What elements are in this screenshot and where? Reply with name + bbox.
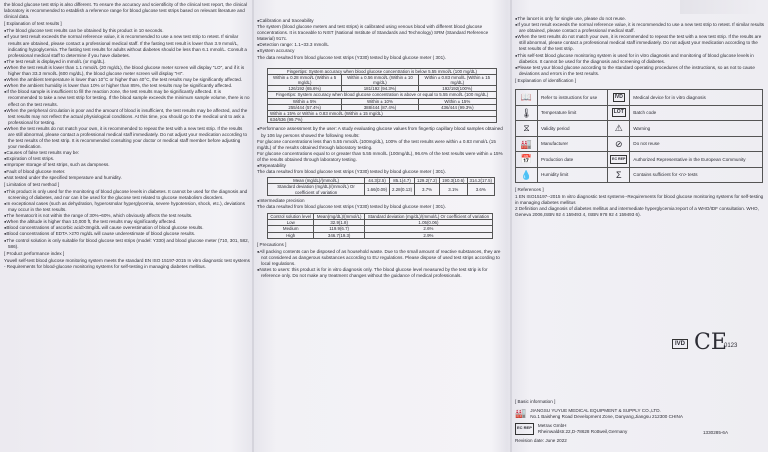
list-item: ● In exceptional cases (such as dehydration, hyperosmolar hyperglycemia, severe hypotension, shock, etc.), deviations may occur in the test results. bbox=[4, 201, 250, 213]
precision-table bbox=[267, 213, 493, 239]
table-cell: Within ± 0.83 mmol/L (Within ± 15 mg/dL) bbox=[418, 74, 496, 85]
table-cell: Within ± 0.28 mmol/L (Within ± 5 mg/dL) bbox=[268, 74, 342, 85]
warning-icon: ⚠ bbox=[614, 123, 623, 134]
performance-heading: [ Product performance index ] bbox=[4, 250, 65, 256]
table-cell: High bbox=[268, 232, 314, 238]
symbol-label: Humidity limit bbox=[538, 167, 608, 183]
factory-icon: 🏭 bbox=[520, 138, 533, 149]
no-reuse-icon: ⊘ bbox=[614, 138, 623, 149]
repeatability-text: The data resulted from blood glucose test strips (Y330) tested by blood glucose meter ( 301). bbox=[257, 169, 446, 175]
reference-item: 1 EN ISO15197--2015 In vitro diagnostic test systems--Requirements for blood glucose monitoring systems for self-testing in managing diabetes mellitus bbox=[515, 194, 764, 206]
table-header: Standard deviation (mg/dL)/(mmol/L) Or coefficient of variation bbox=[364, 214, 492, 220]
table-cell: 2.6% bbox=[364, 226, 492, 232]
explanation-heading: [ Explanation of test results ] bbox=[4, 21, 62, 27]
manufacturer-address: No.1 Baisheng Road Development Zone, Danyang,Jiangsu 212300 CHINA bbox=[530, 414, 683, 419]
fold-line bbox=[510, 0, 512, 452]
identification-heading: [ Explanation of identification ] bbox=[515, 77, 577, 83]
list-item: ● If the blood sample is insufficient to fill the reaction zone, the test results may be significantly affected. It is recommended to take a new test strip for testing. If the blood sample exceeds the minimum sample volume, there is no effect on the test results. bbox=[4, 89, 250, 107]
list-item: ● Blood concentrations of ascorbic acid>3mg/dL will cause overestimation of blood glucose results. bbox=[4, 225, 250, 231]
hourglass-icon: ⧖ bbox=[523, 123, 530, 134]
table-cell: 2.28(0.13) bbox=[390, 184, 415, 195]
symbol-label: Manufacturer bbox=[538, 136, 608, 152]
column-left bbox=[4, 0, 250, 452]
limitations-list bbox=[4, 189, 250, 250]
rep-address: Rheinwaldstr.22,D-78628 Rottweil,Germany bbox=[537, 429, 628, 434]
assessment-text: ● Performance assessment by the user: A study evaluating glucose values from fingertip capillary blood samples obtained by 106 lay persons showed the following results: bbox=[257, 126, 507, 138]
table-cell: 192/192(100%) bbox=[418, 86, 496, 92]
list-item: ● Improper storage of test strips, such as dampness. bbox=[4, 162, 250, 168]
book-icon: 📖 bbox=[520, 92, 533, 103]
symbol-label: Refer to instructions for use bbox=[538, 90, 608, 106]
thermometer-icon: 🌡 bbox=[520, 107, 533, 118]
repeatability-table bbox=[267, 177, 495, 196]
production-date-icon: 📅 bbox=[520, 154, 533, 165]
table-cell: 190.3(10.6) bbox=[440, 178, 467, 184]
list-item: ● If your test result exceeds the normal reference value, it is recommended to use a new test strip to retest. If similar results are obtained, please contact a professional medical staff. If the fasting test result is lower than 3.9 mmol/L, indicating hypoglycemia. The fasting test results for adults without diabetes should be less than 6.1 mmol/L. Consult a professional medical staff to determine if you have diabetes. bbox=[4, 34, 250, 58]
table-cell: 1.05(0.06) bbox=[364, 220, 492, 226]
accuracy-title: ● System accuracy bbox=[257, 48, 507, 54]
factory-icon: 🏭 bbox=[515, 408, 527, 418]
humidity-icon: 💧 bbox=[520, 169, 533, 180]
table-cell: 388/444 (87.4%) bbox=[342, 104, 418, 110]
ce-mark-icon: CE bbox=[694, 330, 727, 355]
table-cell: 3.1% bbox=[440, 184, 467, 195]
table-cell: Within ± 15% or Within ± 0.83 mmol/L (Within ± 15 mg/dL) bbox=[268, 111, 497, 117]
list-item: ● All packing contents can be disposed of as household waste. Due to the small amount of reactive substances, they are not considered as dangerous substances according to EU regulations. Please dispose of used test strips according to local regulations. bbox=[257, 249, 507, 267]
table-cell: 85.1(4.7) bbox=[390, 178, 415, 184]
table-cell: 3.6% bbox=[467, 184, 494, 195]
list-item: ● This self-test blood glucose monitoring system is used for in vitro diagnosis and monitoring of blood glucose levels in diabetics. It cannot be used for the diagnosis and screening of diabetes. bbox=[515, 53, 765, 65]
table-cell: 129.2(7.2) bbox=[415, 178, 440, 184]
precautions-heading: [ Precautions ] bbox=[257, 241, 287, 247]
rep-name: Metrax GmbH bbox=[537, 423, 567, 428]
assessment-text-3: For glucose concentrations equal to or greater than 5.55 mmol/L (100mg/dL), 96.6% of the test results were within ± 15% of the results obtained through laboratory testing. bbox=[257, 150, 503, 162]
symbol-table bbox=[515, 89, 763, 183]
document-code: 1330285-6A bbox=[703, 430, 729, 435]
table-cell: 119.9(6.7) bbox=[314, 226, 364, 232]
limitation-heading: [ Limitation of test method ] bbox=[4, 181, 60, 187]
list-item: ● Not tested under the specified temperature and humidity. bbox=[4, 175, 250, 181]
basic-information bbox=[515, 398, 765, 444]
repeatability-title: ● Repeatability bbox=[257, 163, 507, 169]
calibration-text: The system (blood glucose meters and test strips) is calibrated using venous blood with different blood glucose concentrations. It is traceable to NIST (National Institute of Standards and Technology) SRM (Standard Reference Material) 917c. bbox=[257, 24, 489, 42]
manufacturer-name: JIANGSU YUYUE MEDICAL EQUIPMENT & SUPPLY CO.,LTD. bbox=[530, 408, 661, 413]
lot-icon: LOT bbox=[613, 109, 624, 116]
results-list bbox=[4, 28, 250, 180]
notified-body-number: 0123 bbox=[724, 343, 738, 349]
symbol-label: Do not reuse bbox=[630, 136, 763, 152]
table-cell: 634/636 (99.7%) bbox=[268, 117, 497, 123]
table-cell: 314.2(17.5) bbox=[467, 178, 494, 184]
table-cell: Within ± 10% bbox=[342, 98, 418, 104]
ec-rep-icon: EC REP bbox=[610, 155, 627, 164]
list-item: ● When the ambient temperature is lower than 10°C or higher than 40°C, the test results may be significantly affected. bbox=[4, 77, 250, 83]
detection-range: ● Detection range: 1.1~33.3 mmol/L bbox=[257, 42, 507, 48]
performance-text: Yuwell self-test blood glucose monitoring system meets the standard EN ISO 15197-2015 In vitro diagnostic test systems - Requirements for blood-glucose monitoring systems for self-testing in managing diabetes mellitus. bbox=[4, 257, 250, 269]
list-item: ● Expiration of test strips. bbox=[4, 156, 250, 162]
symbol-label: Validity period bbox=[538, 121, 608, 137]
table-cell: Within ± 15% bbox=[418, 98, 496, 104]
basic-heading: [ Basic information ] bbox=[515, 399, 556, 404]
table-cell: 44.3(2.5) bbox=[365, 178, 390, 184]
list-item: ● When the altitude is higher than 10,000 ft, the test results may significantly affected. bbox=[4, 219, 250, 225]
reference-item: 2 Definition and diagnosis of diabetes mellitus and intermediate hyperglycemia:report of a WHO/IDF consultation. WHO, Geneva 2006,ISBN 92 4 159493 4, ISBN 978 92 4 159493 6). bbox=[515, 206, 759, 218]
list-item: ● The lancet is only for single use, please do not reuse. bbox=[515, 16, 765, 22]
table-cell: 346.7(19.3) bbox=[314, 232, 364, 238]
list-item: ● Notes to users: this product is for in vitro diagnosis only. The blood glucose level measured by the test strip is for reference only. Do not make any treatment changes without the guidance of medical professionals. bbox=[257, 267, 507, 279]
table-cell: 126/192 (65.6%) bbox=[268, 86, 342, 92]
tests-count-icon: Σ bbox=[615, 169, 622, 180]
column-right bbox=[515, 0, 765, 452]
table-cell: Within ± 0.56 mmol/L (Within ± 10 mg/dL) bbox=[342, 74, 418, 85]
list-item: ● If your test result exceeds the normal reference value, it is recommended to use a new test strip to retest. If similar results are obtained, please contact a professional medical staff. bbox=[515, 22, 765, 34]
table-cell: 1.66(0.09) bbox=[365, 184, 390, 195]
table-cell: 32.9(1.8) bbox=[314, 220, 364, 226]
table-cell: Standard deviation (mg/dL)/(mmol/L) Or coefficient of variation bbox=[268, 184, 365, 195]
list-item: ● When the test results do not match your own, it is recommended to repeat the test with a new test strip. If the results are still abnormal, please contact a professional medical staff immediately. Do not adjust your medication according to the test results of the test strip. bbox=[515, 34, 765, 52]
list-item: ● Fault of blood glucose meter. bbox=[4, 169, 250, 175]
list-item: ● When the peripheral circulation is poor and the amount of blood is insufficient, the test results may be affected, and the test results may not reflect the actual physiological conditions. At this time, you should go to the medical unit to ask a professional for testing. bbox=[4, 108, 250, 126]
certification-marks bbox=[672, 330, 762, 364]
symbol-label: Authorized Representative in the European Community bbox=[630, 152, 763, 168]
calibration-title: ● Calibration and traceability bbox=[257, 18, 507, 24]
table-header: Fingertips: System accuracy when blood glucose concentration is below 5.55 mmol/L (100 mg/dL) bbox=[268, 68, 497, 74]
references-heading: [ References ] bbox=[515, 187, 544, 193]
symbol-label: Batch code bbox=[630, 105, 763, 121]
symbol-label: Temperature limit bbox=[538, 105, 608, 121]
symbol-label: Production date bbox=[538, 152, 608, 168]
manufacturer-block bbox=[515, 408, 765, 420]
accuracy-text: The data resulted from blood glucose test strips (Y330) tested by blood glucose meter ( 301). bbox=[257, 54, 446, 60]
symbol-label: Contains sufficient for <n> tests bbox=[630, 167, 763, 183]
table-cell: Low bbox=[268, 220, 314, 226]
assessment-text-2: For glucose concentrations less than 5.55 mmol/L (100mg/dL), 100% of the test results were within ± 0.83 mmol/L (15 mg/dL) of the results obtained through laboratory testing. bbox=[257, 138, 496, 150]
list-item: ● Causes of false test results may be: bbox=[4, 150, 250, 156]
table-cell: Within ± 5% bbox=[268, 98, 342, 104]
list-item: ● Please test your blood glucose according to the standard operating procedures of the instructions, so as not to cause deviations and errors in the test results. bbox=[515, 65, 765, 77]
list-item: ● The hematocrit is not within the range of 30%~60%, which obviously affects the test results. bbox=[4, 213, 250, 219]
list-item: ● The control solution is only suitable for blood glucose test strips (model: Y330) and blood glucose meter (710, 301, 582, 586). bbox=[4, 238, 250, 250]
ec-rep-icon: EC REP bbox=[515, 423, 534, 435]
revision-date: Revision date: June 2022 bbox=[515, 438, 567, 443]
list-item: ● This product is only used for the monitoring of blood glucose levels in diabetes. It cannot be used for the diagnosis and screening of diabetes, and nor can it be used for the glucose test related to glucose metabolism disorders. bbox=[4, 189, 250, 201]
column-middle bbox=[257, 0, 507, 452]
table-cell: Medium bbox=[268, 226, 314, 232]
list-item: ● The blood glucose test results can be obtained by this product in 10 seconds. bbox=[4, 28, 250, 34]
table-header: Mean(mg/dL)/(mmol/L) bbox=[314, 214, 364, 220]
table-cell: 255/444 (57.4%) bbox=[268, 104, 342, 110]
ivd-icon: IVD bbox=[672, 339, 688, 349]
table-cell: Mean (mg/dL)/(mmol/L) bbox=[268, 178, 365, 184]
ivd-icon: IVD bbox=[614, 93, 623, 100]
intermediate-text: The data resulted from blood glucose test strips (Y330) tested by blood glucose meter ( 301). bbox=[257, 203, 446, 209]
table-header: Control solution level bbox=[268, 214, 314, 220]
symbol-label: Warning bbox=[630, 121, 763, 137]
table-cell: 2.9% bbox=[364, 232, 492, 238]
table-header: Fingertips: System accuracy when blood glucose concentration is above or equal to 5.55 mmol/L (100 mg/dL) bbox=[268, 92, 497, 98]
list-item: ● When the ambient humidity is lower than 10% or higher than 85%, the test results may be significantly affected. bbox=[4, 83, 250, 89]
list-item: ● The test result is displayed in mmol/L (or mg/dL). bbox=[4, 59, 250, 65]
list-item: ● When the test result is lower than 1.1 mmol/L (20 mg/dL), the blood glucose meter screen will display "LO", and if it is higher than 33.3 mmol/L (600 mg/dL), the blood glucose meter screen will display "HI". bbox=[4, 65, 250, 77]
table-cell: 436/444 (99.3%) bbox=[418, 104, 496, 110]
intro-text: the blood glucose test strip is also different. To ensure the accuracy and scientificity of the clinical test report, the clinical laboratory is recommended to establish a reference range for blood glucose test strips based on relevant literature and clinical data. bbox=[4, 2, 247, 20]
list-item: ● Blood concentrations of EDTA >270 mg/dL will cause underestimate of blood glucose results. bbox=[4, 231, 250, 237]
symbol-label: Medical device for in vitro diagnosis bbox=[630, 90, 763, 106]
table-cell: 3.7% bbox=[415, 184, 440, 195]
table-cell: 181/192 (94.3%) bbox=[342, 86, 418, 92]
accuracy-table bbox=[267, 68, 497, 124]
fold-line bbox=[252, 0, 254, 452]
intermediate-title: ● Intermediate precision bbox=[257, 198, 507, 204]
list-item: ● When the test results do not match your own, it is recommended to repeat the test with a new test strip. If the results are still abnormal, please contact a professional medical staff immediately. Do not adjust your medication according to the test results of the test strip. It is recommended consulting your doctor or medical staff member before adjusting your medication. bbox=[4, 126, 250, 150]
